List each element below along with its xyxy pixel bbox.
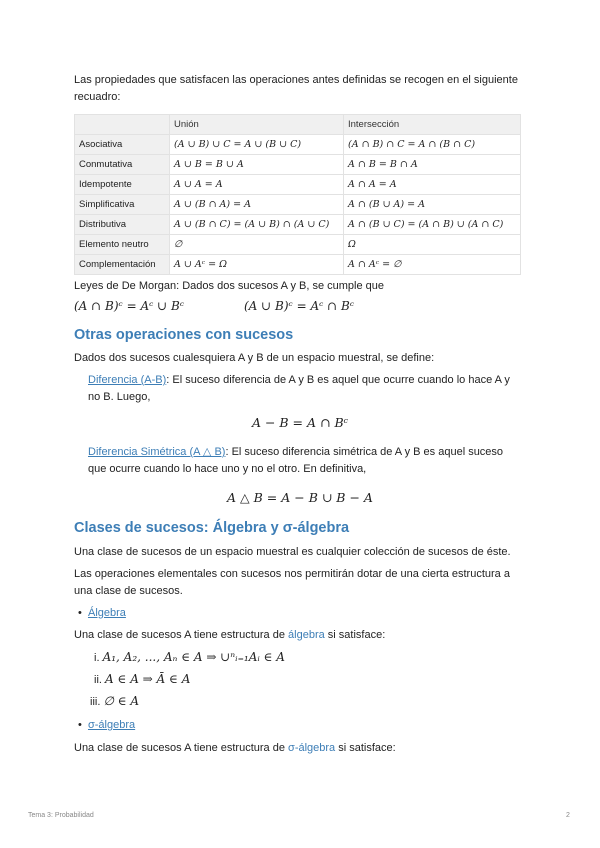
list-item-number: i. (94, 652, 100, 664)
table-header-empty (75, 115, 170, 135)
intersection-cell: (A ∩ B) ∩ C = A ∩ (B ∩ C) (344, 135, 521, 155)
difference-text-1: : El suceso diferencia de A y B es aquel que ocurre cuando lo hace A y (166, 374, 510, 386)
classes-paragraph-2 (74, 566, 526, 600)
table-row (75, 155, 521, 175)
intersection-cell: A ∩ (B ∪ C) = (A ∩ B) ∪ (A ∩ C) (344, 215, 521, 235)
row-label: Elemento neutro (75, 235, 170, 255)
algebra-def-pre: Una clase de sucesos A tiene estructura de (74, 629, 289, 641)
operations-lead: Dados dos sucesos cualesquiera A y B de un espacio muestral, se define: (74, 352, 435, 364)
union-cell: A ∪ (B ∩ C) = (A ∪ B) ∩ (A ∪ C) (170, 215, 344, 235)
sigma-algebra-word: σ-álgebra (288, 742, 336, 754)
list-item-number: ii. (94, 674, 102, 686)
classes-paragraph-2-line-2: una clase de sucesos. (74, 585, 183, 597)
demorgan-formula-2: (A ∪ B)ᶜ = Aᶜ ∩ Bᶜ (244, 299, 355, 313)
row-label: Simplificativa (75, 195, 170, 215)
difference-formula: A − B = A ∩ Bᶜ (251, 415, 349, 430)
bullet-dot-icon: • (78, 607, 82, 619)
bullet-dot-icon: • (78, 719, 82, 731)
algebra-link[interactable]: Álgebra (87, 607, 126, 619)
table-header-row (75, 115, 521, 135)
union-cell: ∅ (170, 235, 344, 255)
row-label: Distributiva (75, 215, 170, 235)
difference-link[interactable]: Diferencia (A-B) (88, 374, 167, 386)
classes-paragraph-2-line-1: Las operaciones elementales con sucesos nos permitirán dotar de una cierta estructura a (74, 568, 510, 580)
row-label: Idempotente (75, 175, 170, 195)
table-row (75, 195, 521, 215)
difference-text-2: no B. Luego, (88, 391, 151, 403)
table-row (75, 235, 521, 255)
union-cell: A ∪ B = B ∪ A (170, 155, 344, 175)
symmetric-difference-link[interactable]: Diferencia Simétrica (A △ B) (88, 446, 226, 458)
section-heading-operations: Otras operaciones con sucesos (74, 327, 294, 343)
intersection-cell: A ∩ A = A (344, 175, 521, 195)
section-heading-classes: Clases de sucesos: Álgebra y σ-álgebra (74, 520, 350, 536)
algebra-definition (74, 627, 385, 644)
list-item (94, 649, 285, 667)
classes-paragraph-1: Una clase de sucesos de un espacio muestral es cualquier colección de sucesos de éste. (74, 546, 511, 558)
sigma-algebra-definition (74, 740, 396, 757)
properties-table (74, 114, 521, 275)
symmetric-text-2: que ocurre cuando lo hace uno y no el otro. En definitiva, (88, 463, 367, 475)
table-row (75, 255, 521, 275)
difference-paragraph (88, 372, 528, 406)
intersection-cell: Ω (344, 235, 521, 255)
demorgan-text: Leyes de De Morgan: Dados dos sucesos A y B, se cumple que (74, 280, 385, 292)
symmetric-text-1: : El suceso diferencia simétrica de A y B es aquel suceso (225, 446, 504, 458)
intersection-cell: A ∩ B = B ∩ A (344, 155, 521, 175)
union-cell: A ∪ A = A (170, 175, 344, 195)
algebra-def-post: si satisface: (324, 629, 386, 641)
symmetric-paragraph (88, 444, 528, 478)
union-cell: A ∪ Aᶜ = Ω (170, 255, 344, 275)
footer-page-number: 2 (566, 812, 570, 819)
list-item-formula: A ∈ A ⇒ Ā ∈ A (105, 672, 191, 686)
symmetric-formula: A △ B = A − B ∪ B − A (227, 490, 373, 505)
algebra-word: álgebra (288, 629, 325, 641)
bullet-sigma-algebra (78, 717, 135, 734)
table-header-intersection: Intersección (344, 115, 521, 135)
table-header-union: Unión (170, 115, 344, 135)
table-row (75, 135, 521, 155)
sigma-def-post: si satisface: (335, 742, 396, 754)
bullet-algebra (78, 605, 126, 622)
list-item-formula: A₁, A₂, ..., Aₙ ∈ A ⇒ ∪ⁿᵢ₌₁Aᵢ ∈ A (102, 650, 285, 664)
table-row (75, 215, 521, 235)
list-item-formula: ∅ ∈ A (103, 694, 140, 708)
demorgan-formula-1: (A ∩ B)ᶜ = Aᶜ ∪ Bᶜ (74, 299, 185, 313)
list-item (94, 671, 190, 689)
row-label: Complementación (75, 255, 170, 275)
union-cell: (A ∪ B) ∪ C = A ∪ (B ∪ C) (170, 135, 344, 155)
row-label: Asociativa (75, 135, 170, 155)
intro-paragraph: Las propiedades que satisfacen las operaciones antes definidas se recogen en el siguiente recuadro: (74, 74, 518, 103)
intersection-cell: A ∩ Aᶜ = ∅ (344, 255, 521, 275)
footer-left: Tema 3: Probabilidad (28, 812, 94, 819)
intersection-cell: A ∩ (B ∪ A) = A (344, 195, 521, 215)
sigma-def-pre: Una clase de sucesos A tiene estructura de (74, 742, 289, 754)
row-label: Conmutativa (75, 155, 170, 175)
union-cell: A ∪ (B ∩ A) = A (170, 195, 344, 215)
list-item (90, 693, 139, 711)
sigma-algebra-link[interactable]: σ-álgebra (87, 719, 136, 731)
table-row (75, 175, 521, 195)
list-item-number: iii. (90, 696, 101, 708)
